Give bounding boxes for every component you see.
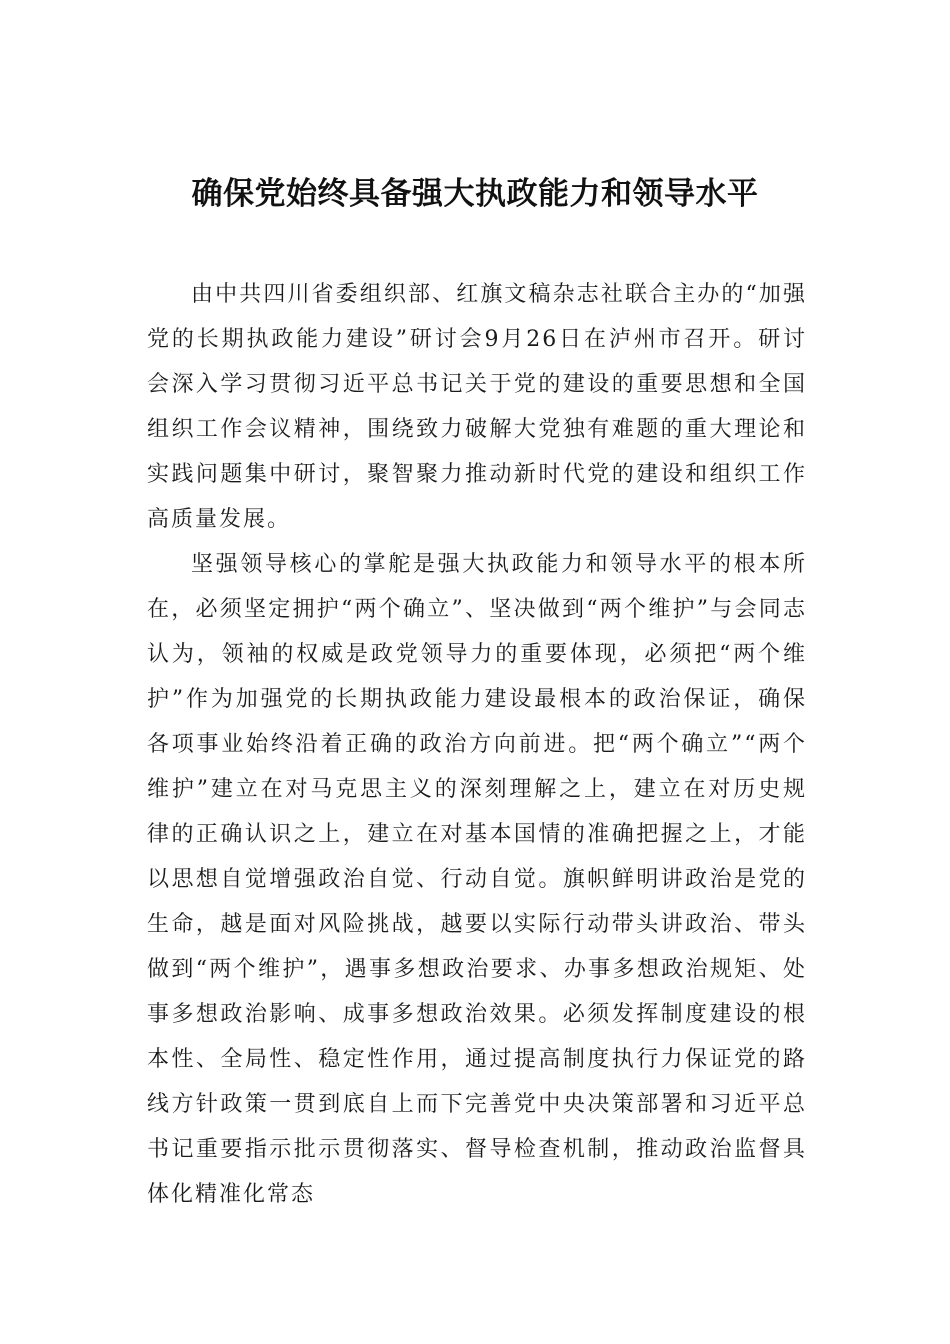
paragraph-2: 坚强领导核心的掌舵是强大执政能力和领导水平的根本所在，必须坚定拥护“两个确立”、坚决做到“两个维护”与会同志认为，领袖的权威是政党领导力的重要体现，必须把“两个维护”作为加强党的长期执政能力建设最根本的政治保证，确保各项事业始终沿着正确的政治方向前进。把“两个确立”“两个维护”建立在对马克思主义的深刻理解之上，建立在对历史规律的正确认识之上，建立在对基本国情的准确把握之上，才能以思想自觉增强政治自觉、行动自觉。旗帜鲜明讲政治是党的生命，越是面对风险挑战，越要以实际行动带头讲政治、带头做到“两个维护”，遇事多想政治要求、办事多想政治规矩、处事多想政治影响、成事多想政治效果。必须发挥制度建设的根本性、全局性、稳定性作用，通过提高制度执行力保证党的路线方针政策一贯到底自上而下完善党中央决策部署和习近平总书记重要指示批示贯彻落实、督导检查机制，推动政治监督具体化精准化常态	[147, 552, 807, 1207]
document-body	[147, 272, 807, 1217]
document-title: 确保党始终具备强大执政能力和领导水平	[191, 176, 759, 212]
paragraph-1: 由中共四川省委组织部、红旗文稿杂志社联合主办的“加强党的长期执政能力建设”研讨会9月26日在泸州市召开。研讨会深入学习贯彻习近平总书记关于党的建设的重要思想和全国组织工作会议精神，围绕致力破解大党独有难题的重大理论和实践问题集中研讨，聚智聚力推动新时代党的建设和组织工作高质量发展。	[147, 282, 807, 532]
